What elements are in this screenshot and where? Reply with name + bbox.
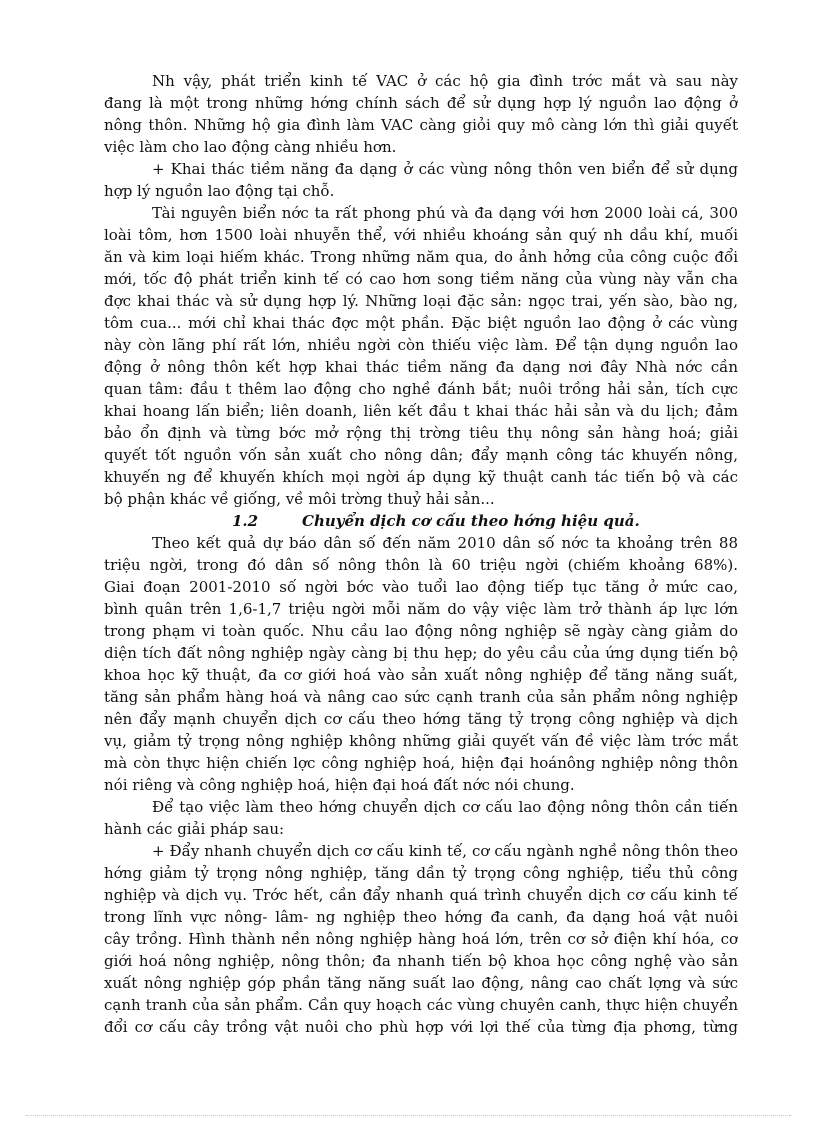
paragraph-line: Theo kết quả dự báo dân số đến năm 2010 dân số nớc ta khoảng trên 88	[152, 534, 738, 552]
paragraph-line: giới hoá nông nghiệp, nông thôn; đa nhanh tiến bộ khoa học công nghệ vào sản	[104, 952, 738, 970]
paragraph-line: Nh vậy, phát triển kinh tế VAC ở các hộ gia đình trớc mắt và sau này	[152, 72, 738, 90]
paragraph-line: Giai đoạn 2001-2010 số ngời bớc vào tuổi lao động tiếp tục tăng ở mức cao,	[104, 578, 738, 596]
paragraph-line: + Khai thác tiềm năng đa dạng ở các vùng nông thôn ven biển để sử dụng	[152, 160, 738, 178]
paragraph-line: hành các giải pháp sau:	[104, 820, 285, 838]
paragraph-line: này còn lãng phí rất lớn, nhiều ngời còn thiếu việc làm. Để tận dụng nguồn lao	[104, 336, 738, 354]
paragraph-line: Để tạo việc làm theo hớng chuyển dịch cơ cấu lao động nông thôn cần tiến	[152, 798, 738, 816]
paragraph-line: ăn và kim loại hiếm khác. Trong những năm qua, do ảnh hởng của công cuộc đổi	[104, 248, 738, 266]
paragraph-line: nói riêng và công nghiệp hoá, hiện đại hoá đất nớc nói chung.	[104, 776, 575, 794]
paragraph-line: + Đẩy nhanh chuyển dịch cơ cấu kinh tế, cơ cấu ngành nghề nông thôn theo	[152, 842, 738, 860]
paragraph-line: tôm cua... mới chỉ khai thác đợc một phần. Đặc biệt nguồn lao động ở các vùng	[104, 314, 738, 332]
paragraph-line: nông thôn. Những hộ gia đình làm VAC càng giỏi quy mô càng lớn thì giải quyết	[104, 116, 738, 134]
paragraph-line: quyết tốt nguồn vốn sản xuất cho nông dân; đẩy mạnh công tác khuyến nông,	[104, 446, 738, 464]
paragraph-line: trong lĩnh vực nông- lâm- ng nghiệp theo hớng đa canh, đa dạng hoá vật nuôi	[104, 908, 738, 926]
paragraph-line: nên đẩy mạnh chuyển dịch cơ cấu theo hớng tăng tỷ trọng công nghiệp và dịch	[104, 710, 738, 728]
paragraph-line: bình quân trên 1,6-1,7 triệu ngời mỗi năm do vậy việc làm trở thành áp lực lớn	[104, 600, 738, 618]
paragraph-line: tăng sản phẩm hàng hoá và nâng cao sức cạnh tranh của sản phẩm nông nghiệp	[104, 688, 738, 706]
paragraph-line: triệu ngời, trong đó dân số nông thôn là 60 triệu ngời (chiếm khoảng 68%).	[104, 556, 738, 574]
paragraph-line: mà còn thực hiện chiến lợc công nghiệp hoá, hiện đại hoánông nghiệp nông thôn	[104, 754, 738, 772]
paragraph-line: Tài nguyên biển nớc ta rất phong phú và đa dạng với hơn 2000 loài cá, 300	[152, 204, 738, 222]
paragraph-line: nghiệp và dịch vụ. Trớc hết, cần đẩy nhanh quá trình chuyển dịch cơ cấu kinh tế	[104, 886, 738, 904]
paragraph-line: bộ phận khác về giống, về môi trờng thuỷ hải sản...	[104, 490, 495, 508]
paragraph-line: vụ, giảm tỷ trọng nông nghiệp không những giải quyết vấn đề việc làm trớc mắt	[104, 732, 738, 750]
paragraph-line: khuyến ng để khuyến khích mọi ngời áp dụng kỹ thuật canh tác tiến bộ và các	[104, 468, 738, 486]
document-page	[104, 70, 738, 1038]
paragraph-line: hớng giảm tỷ trọng nông nghiệp, tăng dần tỷ trọng công nghiệp, tiểu thủ công	[104, 864, 738, 882]
section-heading	[104, 510, 738, 532]
paragraph-line: bảo ổn định và từng bớc mở rộng thị trờng tiêu thụ nông sản hàng hoá; giải	[104, 424, 738, 442]
paragraph-line: trong phạm vi toàn quốc. Nhu cầu lao động nông nghiệp sẽ ngày càng giảm do	[104, 622, 738, 640]
paragraph-line: cây trồng. Hình thành nền nông nghiệp hàng hoá lớn, trên cơ sở điện khí hóa, cơ	[104, 930, 738, 948]
paragraph-line: xuất nông nghiệp góp phần tăng năng suất lao động, nâng cao chất lợng và sức	[104, 974, 738, 992]
paragraph-line: loài tôm, hơn 1500 loài nhuyễn thể, với nhiều khoáng sản quý nh dầu khí, muối	[104, 226, 738, 244]
paragraph-line: đang là một trong những hớng chính sách để sử dụng hợp lý nguồn lao động ở	[104, 94, 738, 112]
paragraph-line: diện tích đất nông nghiệp ngày càng bị thu hẹp; do yêu cầu của ứng dụng tiến bộ	[104, 644, 738, 662]
paragraph-line: mới, tốc độ phát triển kinh tế có cao hơn song tiềm năng của vùng này vẫn cha	[104, 270, 738, 288]
page-bottom-divider	[26, 1115, 790, 1116]
paragraph-line: đổi cơ cấu cây trồng vật nuôi cho phù hợp với lợi thế của từng địa phơng, từng	[104, 1018, 738, 1036]
paragraph-line: khoa học kỹ thuật, đa cơ giới hoá vào sản xuất nông nghiệp để tăng năng suất,	[104, 666, 738, 684]
footer-mark: .	[789, 1109, 792, 1119]
paragraph-line: việc làm cho lao động càng nhiều hơn.	[104, 138, 397, 156]
section-title: Chuyển dịch cơ cấu theo hớng hiệu quả.	[302, 512, 640, 530]
paragraph-line: khai hoang lấn biển; liên doanh, liên kết đầu t khai thác hải sản và du lịch; đảm	[104, 402, 738, 420]
paragraph-line: cạnh tranh của sản phẩm. Cần quy hoạch các vùng chuyên canh, thực hiện chuyển	[104, 996, 738, 1014]
paragraph-line: đợc khai thác và sử dụng hợp lý. Những loại đặc sản: ngọc trai, yến sào, bào ng,	[104, 292, 738, 310]
paragraph-line: động ở nông thôn kết hợp khai thác tiềm năng đa dạng nơi đây Nhà nớc cần	[104, 358, 738, 376]
section-number: 1.2	[232, 512, 259, 530]
paragraph-line: hợp lý nguồn lao động tại chỗ.	[104, 182, 335, 200]
paragraph-line: quan tâm: đầu t thêm lao động cho nghề đánh bắt; nuôi trồng hải sản, tích cực	[104, 380, 738, 398]
